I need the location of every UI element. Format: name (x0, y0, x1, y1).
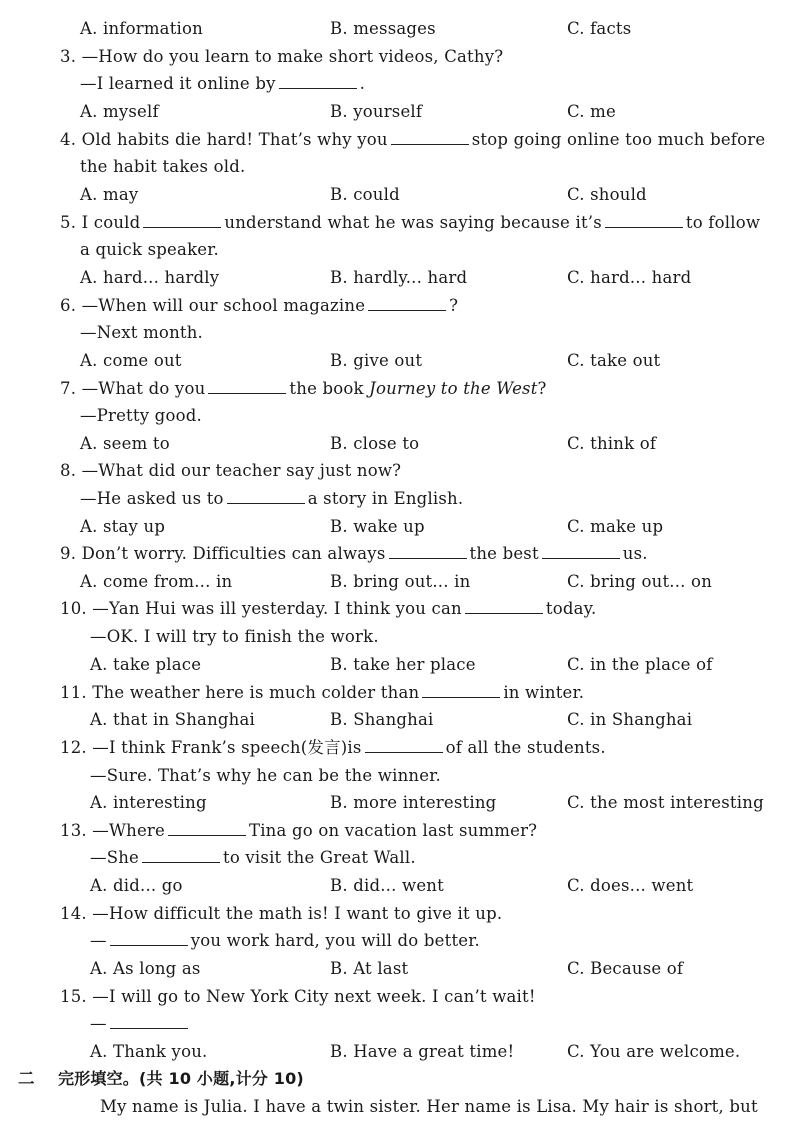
q6-option-c: C. take out (567, 351, 661, 370)
q12-stem: 12. —I think Frank’s speech(发言)is of all the students. (60, 738, 606, 757)
q8-stem-line2: —He asked us to a story in English. (80, 489, 464, 508)
q10-stem: 10. —Yan Hui was ill yesterday. I think you can today. (60, 599, 597, 618)
q6-stem: 6. —When will our school magazine ? (60, 296, 459, 315)
q2-option-b: B. messages (330, 19, 436, 38)
q7-stem: 7. —What do you the book Journey to the West? (60, 379, 547, 398)
q4-blank[interactable] (391, 130, 469, 145)
q10-option-a: A. take place (90, 655, 202, 674)
q14-stem: 14. —How difficult the math is! I want to give it up. (60, 904, 503, 923)
q14-blank[interactable] (110, 931, 188, 946)
q8-stem: 8. —What did our teacher say just now? (60, 461, 402, 480)
q12-stem-line2: —Sure. That’s why he can be the winner. (90, 766, 441, 785)
q7-option-b: B. close to (330, 434, 420, 453)
q8-option-b: B. wake up (330, 517, 425, 536)
q3-stem-line2: —I learned it online by . (80, 74, 366, 93)
q13-stem: 13. —Where Tina go on vacation last summer? (60, 821, 538, 840)
q8-blank[interactable] (227, 489, 305, 504)
q13-option-b: B. did... went (330, 876, 444, 895)
q6-option-a: A. come out (80, 351, 182, 370)
q14-option-a: A. As long as (90, 959, 201, 978)
q3-option-a: A. myself (80, 102, 159, 121)
q5-stem: 5. I could understand what he was saying because it’s to follow (60, 213, 761, 232)
q4-option-b: B. could (330, 185, 400, 204)
q5-option-a: A. hard... hardly (80, 268, 220, 287)
q9-stem: 9. Don’t worry. Difficulties can always the best us. (60, 544, 648, 563)
q13-option-a: A. did... go (90, 876, 183, 895)
q6-blank[interactable] (368, 296, 446, 311)
q7-book-title: Journey to the West (369, 379, 538, 398)
q11-option-c: C. in Shanghai (567, 710, 693, 729)
q5-option-c: C. hard... hard (567, 268, 692, 287)
q6-option-b: B. give out (330, 351, 423, 370)
q13-blank-2[interactable] (142, 848, 220, 863)
q7-stem-line2: —Pretty good. (80, 406, 202, 425)
q5-blank-1[interactable] (143, 213, 221, 228)
q3-stem: 3. —How do you learn to make short videos, Cathy? (60, 47, 504, 66)
q3-blank[interactable] (279, 74, 357, 89)
q11-option-b: B. Shanghai (330, 710, 434, 729)
q5-option-b: B. hardly... hard (330, 268, 468, 287)
q5-blank-2[interactable] (605, 213, 683, 228)
q9-option-c: C. bring out... on (567, 572, 713, 591)
q15-option-b: B. Have a great time! (330, 1042, 515, 1061)
q7-option-a: A. seem to (80, 434, 170, 453)
q12-blank[interactable] (365, 738, 443, 753)
q3-option-b: B. yourself (330, 102, 423, 121)
q13-stem-line2: —She to visit the Great Wall. (90, 848, 416, 867)
q15-option-c: C. You are welcome. (567, 1042, 741, 1061)
q11-option-a: A. that in Shanghai (90, 710, 256, 729)
q4-option-a: A. may (80, 185, 139, 204)
q9-option-b: B. bring out... in (330, 572, 471, 591)
q2-option-a: A. information (80, 19, 203, 38)
q6-stem-line2: —Next month. (80, 323, 203, 342)
q12-option-b: B. more interesting (330, 793, 497, 812)
q3-option-c: C. me (567, 102, 616, 121)
section-number: 二 (18, 1069, 35, 1088)
q15-blank[interactable] (110, 1014, 188, 1029)
q9-blank-1[interactable] (389, 544, 467, 559)
q13-option-c: C. does... went (567, 876, 694, 895)
q11-stem: 11. The weather here is much colder than in winter. (60, 683, 585, 702)
q9-blank-2[interactable] (542, 544, 620, 559)
q5-stem-line2: a quick speaker. (80, 240, 219, 259)
q4-stem: 4. Old habits die hard! That’s why you stop going online too much before (60, 130, 766, 149)
q15-stem: 15. —I will go to New York City next week. I can’t wait! (60, 987, 536, 1006)
q8-option-c: C. make up (567, 517, 664, 536)
q9-option-a: A. come from... in (80, 572, 233, 591)
q14-option-b: B. At last (330, 959, 409, 978)
q7-option-c: C. think of (567, 434, 657, 453)
q12-option-c: C. the most interesting (567, 793, 764, 812)
q15-option-a: A. Thank you. (90, 1042, 208, 1061)
q15-stem-line2: — (90, 1014, 191, 1034)
q12-option-a: A. interesting (90, 793, 207, 812)
q2-option-c: C. facts (567, 19, 632, 38)
q10-option-c: C. in the place of (567, 655, 713, 674)
passage-line-1: My name is Julia. I have a twin sister. Her name is Lisa. My hair is short, but (100, 1097, 758, 1116)
q14-option-c: C. Because of (567, 959, 684, 978)
q4-option-c: C. should (567, 185, 647, 204)
q10-stem-line2: —OK. I will try to finish the work. (90, 627, 379, 646)
q11-blank[interactable] (422, 683, 500, 698)
q7-blank[interactable] (208, 379, 286, 394)
q10-option-b: B. take her place (330, 655, 476, 674)
q4-stem-line2: the habit takes old. (80, 157, 246, 176)
q14-stem-line2: — you work hard, you will do better. (90, 931, 480, 950)
q10-blank[interactable] (465, 599, 543, 614)
q13-blank-1[interactable] (168, 821, 246, 836)
q8-option-a: A. stay up (80, 517, 166, 536)
section-title: 完形填空。(共 10 小题,计分 10) (58, 1069, 304, 1088)
